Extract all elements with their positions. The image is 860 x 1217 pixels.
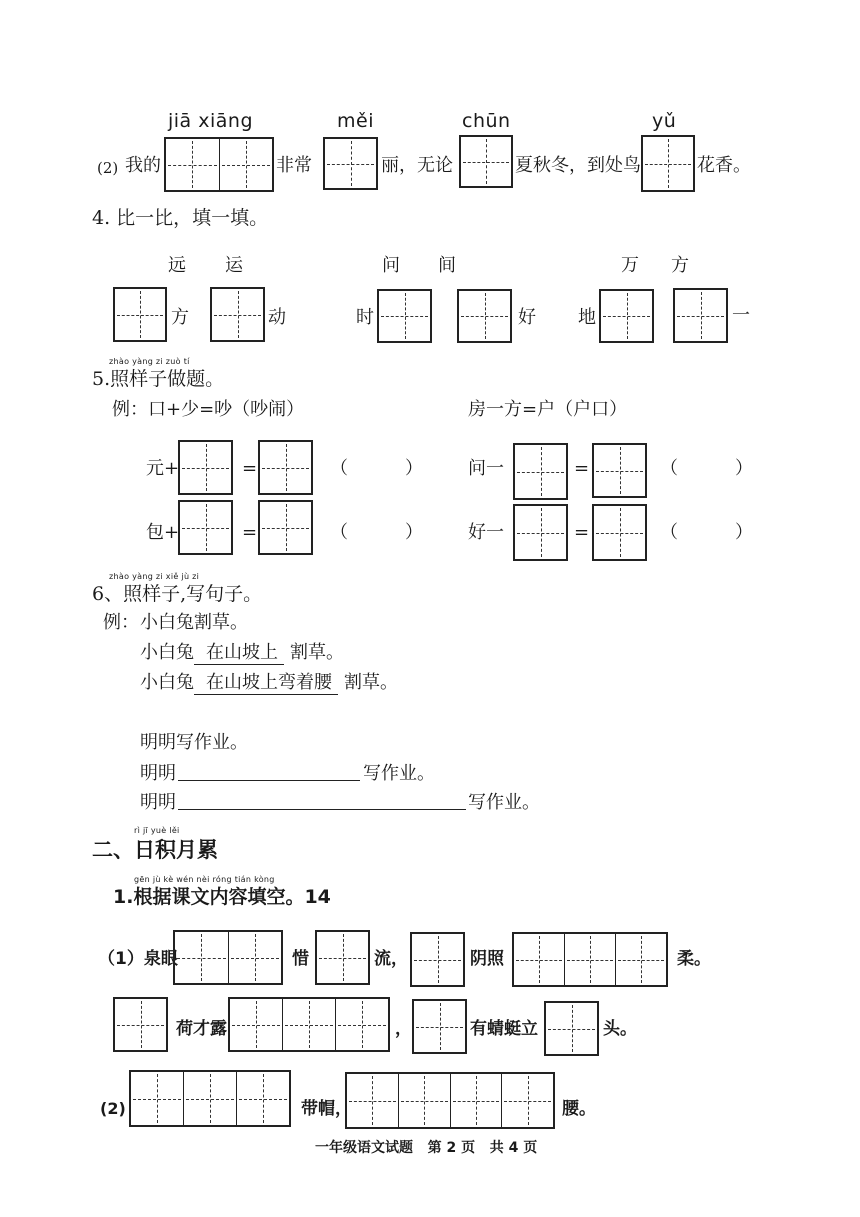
writing-grid[interactable] xyxy=(599,289,654,343)
compare-char: 运 xyxy=(225,255,243,276)
subject: 明明 xyxy=(140,792,176,813)
writing-grid-3[interactable] xyxy=(228,997,390,1052)
sentence-text: 有蜻蜓立 xyxy=(470,1019,538,1039)
sentence-text: 腰。 xyxy=(562,1099,596,1119)
writing-grid[interactable] xyxy=(544,1001,599,1056)
example-sentence-2 xyxy=(140,672,398,695)
filled-blank: 在山坡上弯着腰 xyxy=(194,672,338,695)
writing-grid[interactable] xyxy=(178,500,233,555)
writing-grid[interactable] xyxy=(410,932,465,987)
word-char: 地 xyxy=(578,307,596,328)
compare-char: 方 xyxy=(671,255,689,276)
writing-grid-3[interactable] xyxy=(173,930,283,985)
sentence-text: 惜 xyxy=(292,949,309,969)
equals-sign: = xyxy=(242,458,258,479)
example-label: 例： xyxy=(103,612,139,633)
writing-grid-jiaxiang[interactable] xyxy=(164,137,274,192)
writing-grid[interactable] xyxy=(315,930,370,985)
writing-grid-mei[interactable] xyxy=(323,137,378,190)
writing-grid[interactable] xyxy=(113,997,168,1052)
example-text: 房一方=户（户口） xyxy=(468,399,628,420)
compare-char: 问 xyxy=(382,255,400,276)
equals-sign: = xyxy=(574,458,590,479)
paren-right: ） xyxy=(735,522,753,543)
predicate: 割草。 xyxy=(290,642,344,663)
subject: 小白兔 xyxy=(140,672,194,693)
example-sentence-1 xyxy=(140,642,344,665)
answer-blank[interactable] xyxy=(178,809,466,810)
sentence-text: 头。 xyxy=(603,1019,637,1039)
paren-right: ） xyxy=(405,458,423,479)
section-title: 二、日积月累 xyxy=(92,838,218,862)
paren-left: （ xyxy=(660,522,678,543)
paren-left: （ xyxy=(330,522,348,543)
example-text: 例：口+少=吵（吵闹） xyxy=(112,399,305,420)
filled-blank: 在山坡上 xyxy=(194,642,284,665)
writing-grid-3[interactable] xyxy=(129,1070,291,1127)
sentence-text: 夏秋冬，到处鸟 xyxy=(515,155,641,176)
sentence-text: 丽，无论 xyxy=(381,155,453,176)
writing-grid-4[interactable] xyxy=(345,1072,555,1129)
title-pinyin: gēn jù kè wén nèi róng tián kòng xyxy=(134,875,275,884)
writing-grid[interactable] xyxy=(113,287,167,342)
row-label: 包+ xyxy=(146,522,180,543)
predicate: 写作业。 xyxy=(468,792,540,813)
writing-grid[interactable] xyxy=(513,504,568,561)
question-title: 4. 比一比，填一填。 xyxy=(92,207,269,229)
word-char: 方 xyxy=(171,307,189,328)
sentence-text: 流， xyxy=(374,949,408,969)
title-pinyin: zhào yàng zi xiě jù zi xyxy=(109,572,200,581)
subject: 明明 xyxy=(140,763,176,784)
pinyin-jia-xiang: jiā xiāng xyxy=(168,110,254,132)
question-title: 5.照样子做题。 xyxy=(92,368,225,390)
sentence-text: 我的 xyxy=(125,155,161,176)
predicate: 写作业。 xyxy=(363,763,435,784)
sentence-text: ， xyxy=(395,1019,412,1039)
paren-right: ） xyxy=(735,458,753,479)
sentence-text: 带帽， xyxy=(301,1099,352,1119)
writing-grid[interactable] xyxy=(178,440,233,495)
compare-char: 远 xyxy=(168,255,186,276)
row-label: 问一 xyxy=(468,458,504,479)
title-pinyin: zhào yàng zi zuò tí xyxy=(109,357,190,366)
writing-grid[interactable] xyxy=(210,287,265,342)
predicate: 割草。 xyxy=(344,672,398,693)
equals-sign: = xyxy=(574,522,590,543)
writing-grid-4[interactable] xyxy=(512,932,668,987)
pinyin-yu: yǔ xyxy=(652,110,677,132)
page-footer: 一年级语文试题 第 2 页 共 4 页 xyxy=(315,1140,538,1156)
section-pinyin: rì jī yuè lěi xyxy=(134,826,180,835)
sentence-text: 非常 xyxy=(276,155,312,176)
compare-char: 间 xyxy=(438,255,456,276)
example-sentence: 小白兔割草。 xyxy=(140,612,248,633)
answer-blank[interactable] xyxy=(178,780,360,781)
word-char: 动 xyxy=(268,307,286,328)
writing-grid[interactable] xyxy=(412,999,467,1054)
sentence-text: 阴照 xyxy=(470,949,504,969)
writing-grid[interactable] xyxy=(592,443,647,498)
question-title: 1.根据课文内容填空。14 xyxy=(113,886,331,908)
sentence-text: 花香。 xyxy=(697,155,751,176)
writing-grid[interactable] xyxy=(457,289,512,343)
paren-right: ） xyxy=(405,522,423,543)
writing-grid[interactable] xyxy=(592,504,647,561)
word-char: 一 xyxy=(732,305,750,326)
question-number: (2) xyxy=(97,159,119,177)
writing-grid-chun[interactable] xyxy=(459,135,513,188)
word-char: 时 xyxy=(356,307,374,328)
pinyin-chun: chūn xyxy=(462,110,511,132)
sentence-text: 荷才露 xyxy=(176,1019,227,1039)
sentence-text: (2) xyxy=(100,1099,126,1118)
row-label: 好一 xyxy=(468,522,504,543)
paren-left: （ xyxy=(660,458,678,479)
pinyin-mei: měi xyxy=(337,110,374,132)
practice-sentence: 明明写作业。 xyxy=(140,732,248,753)
sentence-text: （1）泉眼 xyxy=(98,949,178,969)
word-char: 好 xyxy=(518,307,536,328)
writing-grid-yu[interactable] xyxy=(641,135,695,192)
paren-left: （ xyxy=(330,458,348,479)
subject: 小白兔 xyxy=(140,642,194,663)
writing-grid[interactable] xyxy=(258,440,313,495)
sentence-text: 柔。 xyxy=(677,949,711,969)
equals-sign: = xyxy=(242,522,258,543)
writing-grid[interactable] xyxy=(673,288,728,343)
compare-char: 万 xyxy=(621,255,639,276)
writing-grid[interactable] xyxy=(258,500,313,555)
writing-grid[interactable] xyxy=(377,289,432,343)
writing-grid[interactable] xyxy=(513,443,568,500)
question-title: 6、照样子,写句子。 xyxy=(92,583,263,605)
row-label: 元+ xyxy=(146,458,180,479)
